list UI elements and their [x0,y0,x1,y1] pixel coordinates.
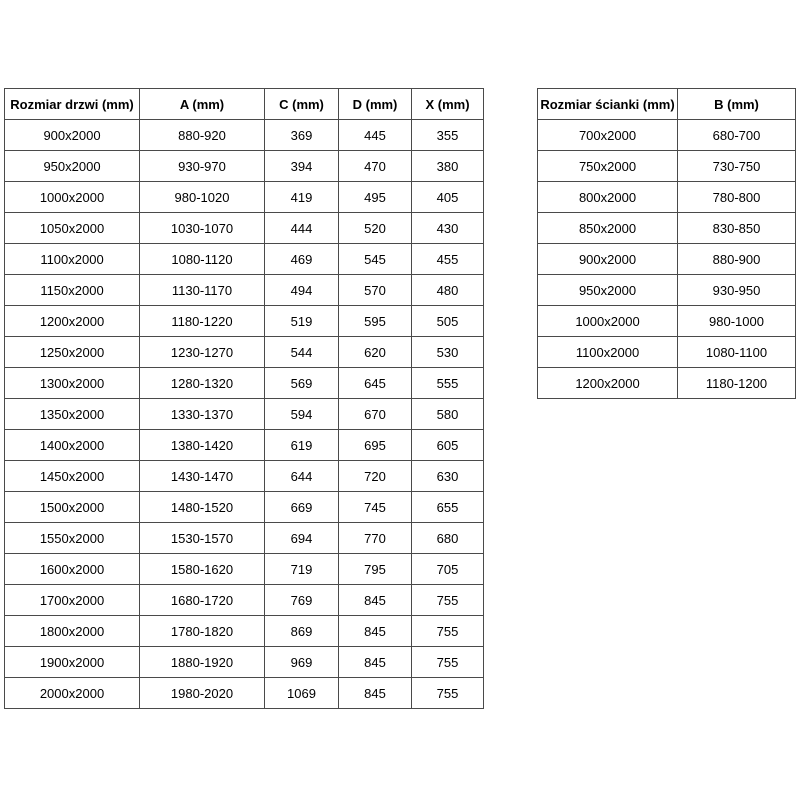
table-cell: 900x2000 [538,244,678,275]
table-cell: 494 [265,275,339,306]
table-cell: 1550x2000 [5,523,140,554]
table-cell: 1980-2020 [140,678,265,709]
table-row [538,337,796,368]
table-cell: 369 [265,120,339,151]
table-cell: 980-1000 [678,306,796,337]
table-cell: 630 [412,461,484,492]
table-cell: 1000x2000 [5,182,140,213]
table-cell: 1180-1220 [140,306,265,337]
table-cell: 1080-1100 [678,337,796,368]
table-cell: 355 [412,120,484,151]
table-cell: 1500x2000 [5,492,140,523]
table-row [5,244,484,275]
table-row [5,430,484,461]
table-cell: 830-850 [678,213,796,244]
table-cell: 1000x2000 [538,306,678,337]
table-row [5,461,484,492]
table-row [538,275,796,306]
table-cell: 1250x2000 [5,337,140,368]
table-cell: 1100x2000 [5,244,140,275]
table-row [5,647,484,678]
table-cell: 1600x2000 [5,554,140,585]
wall-table-header-rozmiar-scianki: Rozmiar ścianki (mm) [538,89,678,120]
table-cell: 969 [265,647,339,678]
table-cell: 780-800 [678,182,796,213]
table-cell: 705 [412,554,484,585]
table-cell: 845 [339,678,412,709]
table-cell: 670 [339,399,412,430]
table-cell: 900x2000 [5,120,140,151]
table-cell: 594 [265,399,339,430]
table-row [5,337,484,368]
table-cell: 1030-1070 [140,213,265,244]
table-cell: 755 [412,585,484,616]
table-cell: 1900x2000 [5,647,140,678]
table-cell: 745 [339,492,412,523]
table-cell: 770 [339,523,412,554]
table-cell: 495 [339,182,412,213]
door-table-header-d: D (mm) [339,89,412,120]
table-cell: 1280-1320 [140,368,265,399]
table-cell: 605 [412,430,484,461]
table-cell: 695 [339,430,412,461]
table-cell: 845 [339,585,412,616]
table-row [538,120,796,151]
table-cell: 394 [265,151,339,182]
door-table-header-c: C (mm) [265,89,339,120]
table-cell: 1680-1720 [140,585,265,616]
table-cell: 455 [412,244,484,275]
door-table-body [5,120,484,709]
table-cell: 880-900 [678,244,796,275]
table-cell: 1780-1820 [140,616,265,647]
table-row [5,306,484,337]
table-row [5,275,484,306]
wall-table-header-b: B (mm) [678,89,796,120]
table-row [5,585,484,616]
table-cell: 1400x2000 [5,430,140,461]
table-cell: 694 [265,523,339,554]
table-cell: 719 [265,554,339,585]
table-cell: 755 [412,647,484,678]
table-cell: 1050x2000 [5,213,140,244]
table-row [538,213,796,244]
table-cell: 755 [412,678,484,709]
table-cell: 669 [265,492,339,523]
table-cell: 755 [412,616,484,647]
table-cell: 1330-1370 [140,399,265,430]
table-cell: 569 [265,368,339,399]
table-cell: 680-700 [678,120,796,151]
table-row [538,368,796,399]
table-cell: 645 [339,368,412,399]
table-cell: 869 [265,616,339,647]
table-cell: 1080-1120 [140,244,265,275]
table-cell: 444 [265,213,339,244]
table-cell: 680 [412,523,484,554]
table-cell: 469 [265,244,339,275]
table-cell: 700x2000 [538,120,678,151]
table-cell: 769 [265,585,339,616]
table-cell: 1380-1420 [140,430,265,461]
table-cell: 1450x2000 [5,461,140,492]
table-cell: 1480-1520 [140,492,265,523]
table-cell: 2000x2000 [5,678,140,709]
table-cell: 980-1020 [140,182,265,213]
table-row [5,616,484,647]
table-cell: 1100x2000 [538,337,678,368]
table-cell: 845 [339,616,412,647]
table-cell: 950x2000 [538,275,678,306]
table-row [5,554,484,585]
table-row [538,151,796,182]
table-row [5,399,484,430]
table-row [538,182,796,213]
table-cell: 405 [412,182,484,213]
table-cell: 950x2000 [5,151,140,182]
table-cell: 619 [265,430,339,461]
table-cell: 520 [339,213,412,244]
door-table-header-rozmiar-drzwi: Rozmiar drzwi (mm) [5,89,140,120]
table-cell: 530 [412,337,484,368]
table-cell: 930-970 [140,151,265,182]
table-cell: 1880-1920 [140,647,265,678]
table-cell: 850x2000 [538,213,678,244]
table-row [5,120,484,151]
table-cell: 419 [265,182,339,213]
table-cell: 1700x2000 [5,585,140,616]
table-cell: 620 [339,337,412,368]
table-cell: 1180-1200 [678,368,796,399]
table-cell: 795 [339,554,412,585]
table-cell: 480 [412,275,484,306]
table-cell: 595 [339,306,412,337]
table-cell: 1350x2000 [5,399,140,430]
table-cell: 470 [339,151,412,182]
table-cell: 644 [265,461,339,492]
wall-table-header-row [538,89,796,120]
table-cell: 430 [412,213,484,244]
table-cell: 545 [339,244,412,275]
table-cell: 1150x2000 [5,275,140,306]
door-table-header-row [5,89,484,120]
table-cell: 1230-1270 [140,337,265,368]
table-cell: 1580-1620 [140,554,265,585]
table-cell: 580 [412,399,484,430]
table-cell: 1530-1570 [140,523,265,554]
table-cell: 1200x2000 [5,306,140,337]
table-cell: 380 [412,151,484,182]
table-row [538,244,796,275]
table-cell: 880-920 [140,120,265,151]
table-cell: 1800x2000 [5,616,140,647]
table-row [5,213,484,244]
table-cell: 519 [265,306,339,337]
table-cell: 750x2000 [538,151,678,182]
table-row [5,492,484,523]
table-cell: 1200x2000 [538,368,678,399]
table-cell: 730-750 [678,151,796,182]
table-cell: 655 [412,492,484,523]
wall-table-body [538,120,796,399]
door-table-header-x: X (mm) [412,89,484,120]
table-cell: 930-950 [678,275,796,306]
table-cell: 1300x2000 [5,368,140,399]
table-row [5,182,484,213]
wall-size-table [537,88,796,399]
table-cell: 1430-1470 [140,461,265,492]
table-cell: 505 [412,306,484,337]
table-cell: 544 [265,337,339,368]
table-cell: 555 [412,368,484,399]
table-row [5,151,484,182]
table-cell: 570 [339,275,412,306]
table-row [538,306,796,337]
table-cell: 845 [339,647,412,678]
table-row [5,368,484,399]
table-cell: 445 [339,120,412,151]
door-size-table [4,88,484,709]
table-row [5,523,484,554]
table-cell: 720 [339,461,412,492]
table-cell: 1130-1170 [140,275,265,306]
table-cell: 800x2000 [538,182,678,213]
table-cell: 1069 [265,678,339,709]
table-row [5,678,484,709]
door-table-header-a: A (mm) [140,89,265,120]
